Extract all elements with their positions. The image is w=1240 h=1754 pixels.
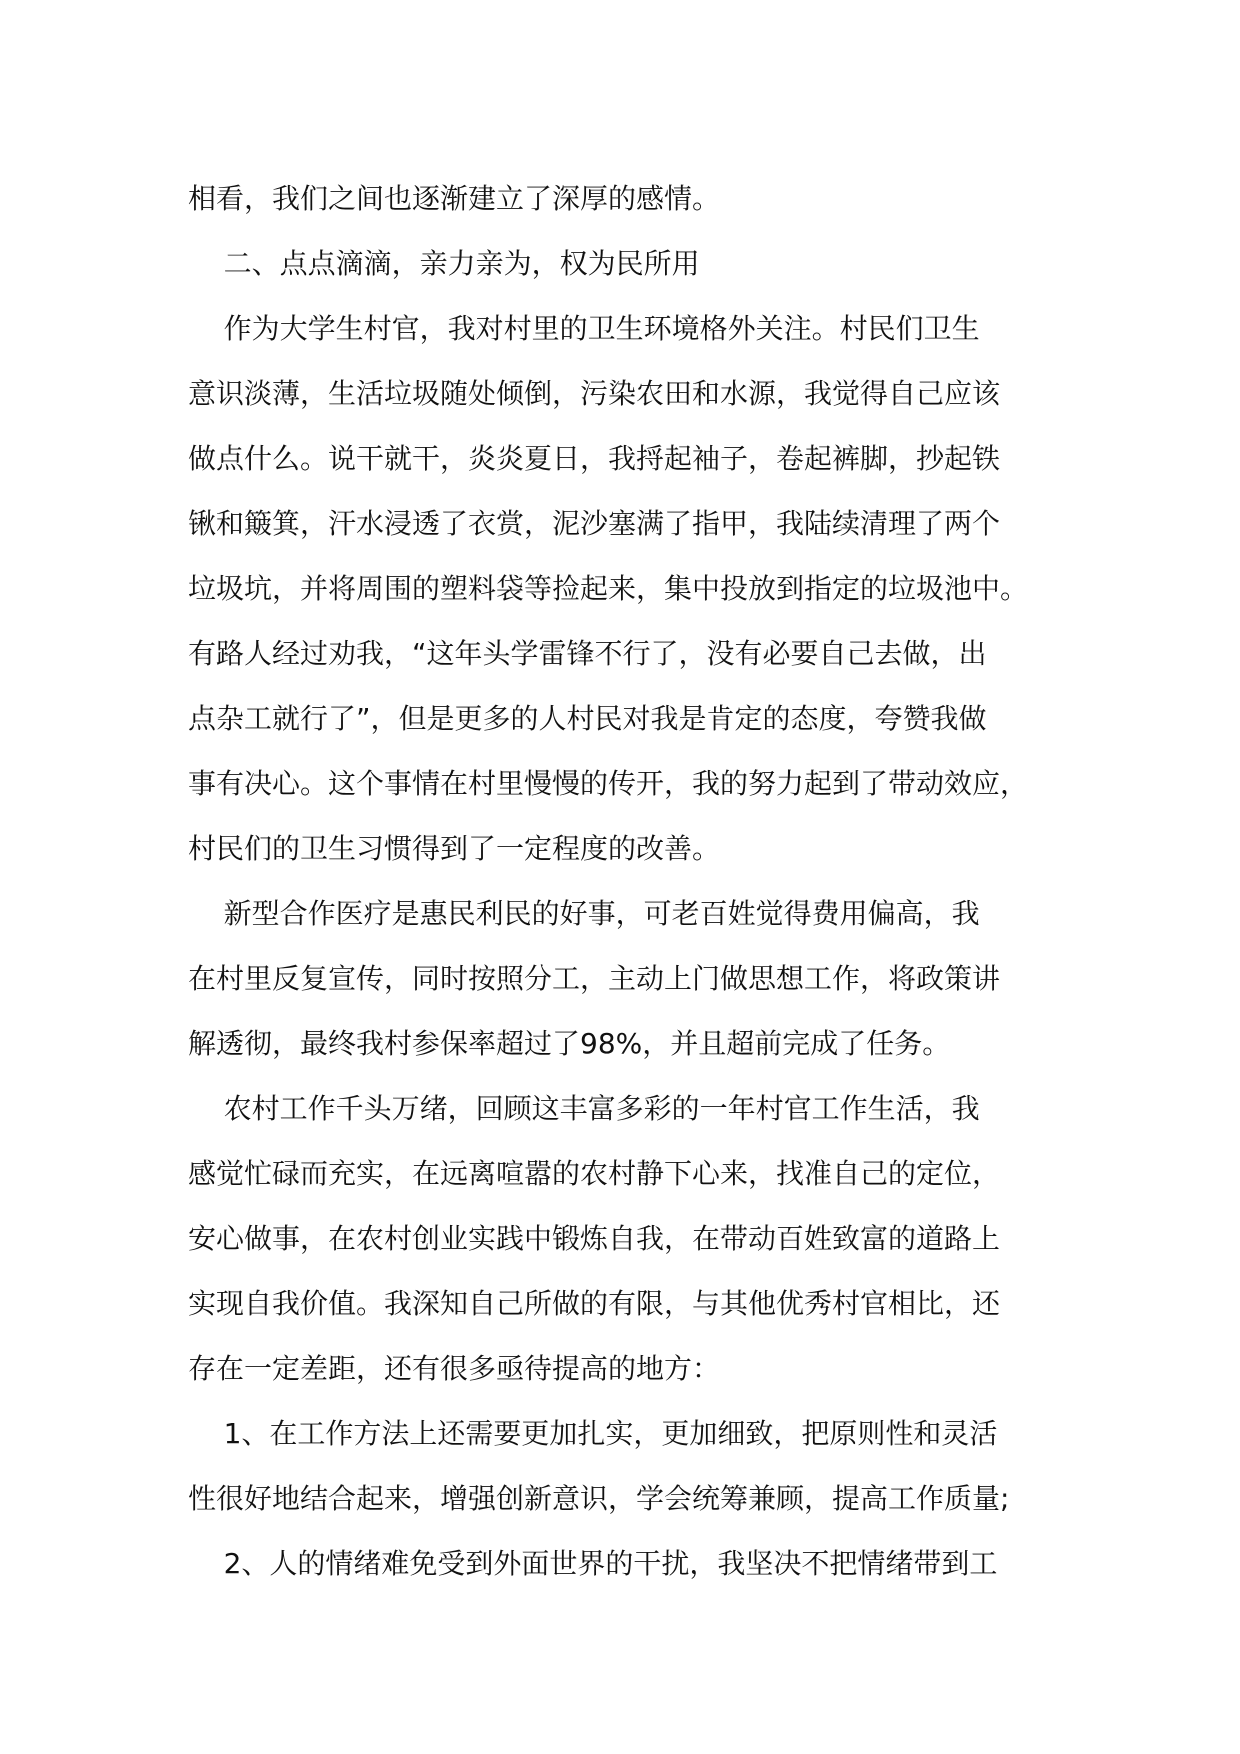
text-line: 点杂工就行了”，但是更多的人村民对我是肯定的态度，夸赞我做 <box>188 702 987 735</box>
text-line: 有路人经过劝我，“这年头学雷锋不行了，没有必要自己去做，出 <box>188 637 987 670</box>
list-item: 1、在工作方法上还需要更加扎实，更加细致，把原则性和灵活 <box>188 1417 998 1450</box>
text-line: 做点什么。说干就干，炎炎夏日，我捋起袖子，卷起裤脚，抄起铁 <box>188 442 1001 475</box>
section-heading: 二、点点滴滴，亲力亲为，权为民所用 <box>188 247 700 280</box>
list-item: 2、人的情绪难免受到外面世界的干扰，我坚决不把情绪带到工 <box>188 1547 998 1580</box>
text-line: 感觉忙碌而充实，在远离喧嚣的农村静下心来，找准自己的定位， <box>188 1157 1001 1190</box>
text-line: 相看，我们之间也逐渐建立了深厚的感情。 <box>188 182 721 215</box>
text-line: 村民们的卫生习惯得到了一定程度的改善。 <box>188 832 721 865</box>
text-line: 在村里反复宣传，同时按照分工，主动上门做思想工作，将政策讲 <box>188 962 1001 995</box>
text-line: 农村工作千头万绪，回顾这丰富多彩的一年村官工作生活，我 <box>188 1092 980 1125</box>
text-line: 性很好地结合起来，增强创新意识，学会统筹兼顾，提高工作质量; <box>188 1482 1010 1515</box>
text-line: 意识淡薄，生活垃圾随处倾倒，污染农田和水源，我觉得自己应该 <box>188 377 1001 410</box>
text-line: 解透彻，最终我村参保率超过了98%，并且超前完成了任务。 <box>188 1027 951 1060</box>
text-line: 安心做事，在农村创业实践中锻炼自我，在带动百姓致富的道路上 <box>188 1222 1001 1255</box>
text-line: 作为大学生村官，我对村里的卫生环境格外关注。村民们卫生 <box>188 312 980 345</box>
text-line: 事有决心。这个事情在村里慢慢的传开，我的努力起到了带动效应， <box>188 767 1029 800</box>
text-line: 实现自我价值。我深知自己所做的有限，与其他优秀村官相比，还 <box>188 1287 1001 1320</box>
text-line: 垃圾坑，并将周围的塑料袋等捡起来，集中投放到指定的垃圾池中。 <box>188 572 1029 605</box>
text-line: 锹和簸箕，汗水浸透了衣赏，泥沙塞满了指甲，我陆续清理了两个 <box>188 507 1001 540</box>
text-line: 新型合作医疗是惠民利民的好事，可老百姓觉得费用偏高，我 <box>188 897 980 930</box>
document-body <box>188 166 1068 1596</box>
text-line: 存在一定差距，还有很多亟待提高的地方： <box>188 1352 721 1385</box>
